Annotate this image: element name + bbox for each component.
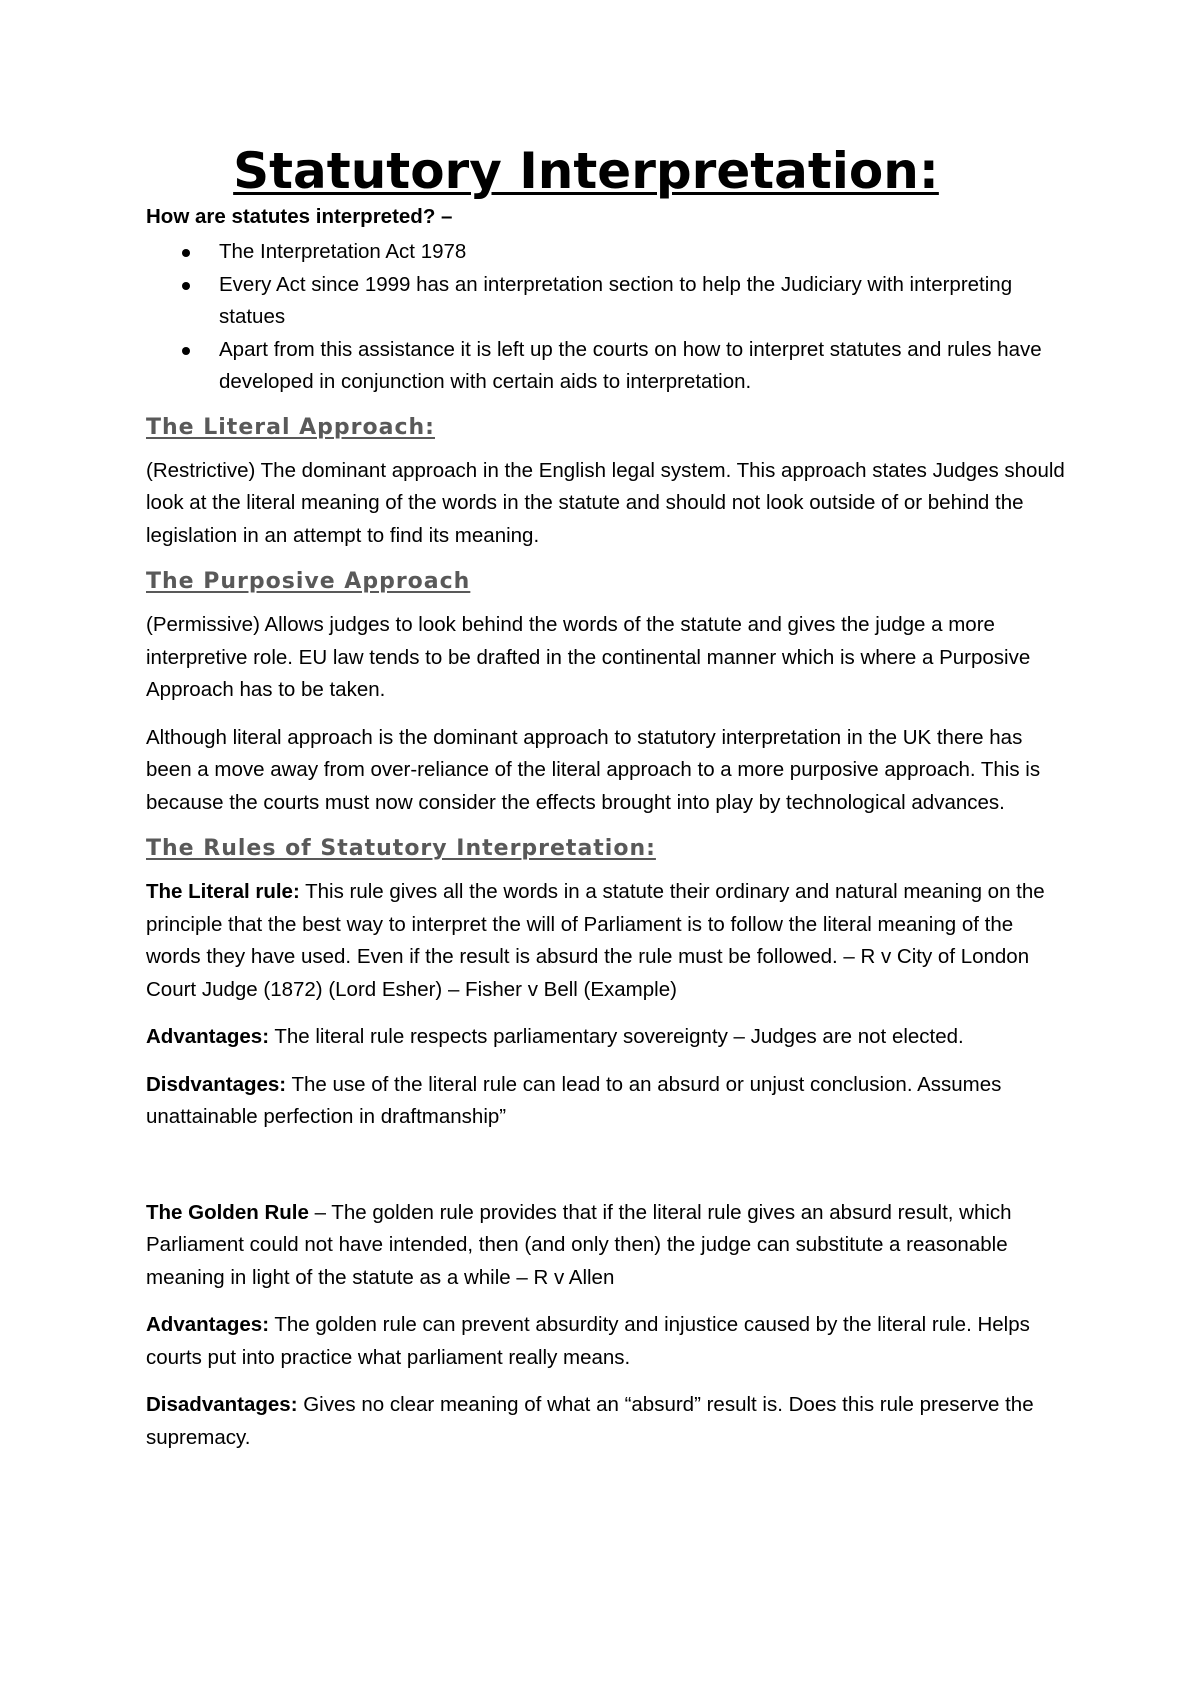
literal-rule-paragraph: [146, 876, 1066, 1006]
literal-rule-text: This rule gives all the words in a statute their ordinary and natural meaning on the principle that the best way to interpret the will of Parliament is to follow the literal meaning of the words they have used. Even if the result is absurd the rule must be followed. – R v City of London Court Judge (1872) (Lord Esher) – Fisher v Bell (Example): [146, 880, 1045, 1001]
literal-rule-label: The Literal rule:: [146, 880, 300, 903]
literal-rule-advantages: [146, 1021, 1066, 1054]
literal-approach-heading: The Literal Approach:: [146, 414, 435, 440]
advantages-text: The literal rule respects parliamentary sovereignty – Judges are not elected.: [269, 1025, 964, 1048]
literal-approach-text: (Restrictive) The dominant approach in the English legal system. This approach states Judges should look at the literal meaning of the words in the statute and should not look outside of or behind the legislation in an attempt to find its meaning.: [146, 458, 1065, 547]
disadvantages-text: The use of the literal rule can lead to an absurd or unjust conclusion. Assumes unattainable perfection in draftmanship”: [146, 1072, 1002, 1128]
purposive-approach-text-2: Although literal approach is the dominant approach to statutory interpretation in the UK there has been a move away from over-reliance of the literal approach to a more purposive approach. This is because the courts must now consider the effects brought into play by technological advances.: [146, 725, 1041, 814]
golden-rule-disadvantages: [146, 1389, 1066, 1454]
golden-rule-text: – The golden rule provides that if the literal rule gives an absurd result, which Parliament could not have intended, then (and only then) the judge can substitute a reasonable meaning in light of the statute as a while – R v Allen: [146, 1200, 1012, 1289]
purposive-approach-text: (Permissive) Allows judges to look behind the words of the statute and gives the judge a more interpretive role. EU law tends to be drafted in the continental manner which is where a Purposive Approach has to be taken.: [146, 613, 1031, 701]
list-item: Every Act since 1999 has an interpretation section to help the Judiciary with interpreting statues: [146, 269, 1066, 334]
intro-question: How are statutes interpreted? –: [146, 205, 453, 228]
bullet-icon: [182, 282, 190, 290]
list-item: Apart from this assistance it is left up the courts on how to interpret statutes and rules have developed in conjunction with certain aids to interpretation.: [146, 334, 1066, 399]
disadvantages-label: Disadvantages:: [146, 1393, 298, 1416]
disadvantages-text: Gives no clear meaning of what an “absurd” result is. Does this rule preserve the supremacy.: [146, 1393, 1034, 1449]
spacer: [146, 1149, 1066, 1197]
rules-heading: The Rules of Statutory Interpretation:: [146, 836, 656, 861]
advantages-label: Advantages:: [146, 1313, 270, 1336]
list-item: The Interpretation Act 1978: [146, 236, 1066, 269]
golden-rule-label: The Golden Rule: [146, 1200, 309, 1224]
golden-rule-paragraph: [146, 1197, 1066, 1295]
page-title: Statutory Interpretation:: [233, 142, 939, 200]
intro-bullet-list: [146, 236, 1066, 399]
bullet-icon: [182, 249, 190, 257]
advantages-text: The golden rule can prevent absurdity and injustice caused by the literal rule. Helps courts put into practice what parliament really means.: [146, 1313, 1030, 1369]
purposive-approach-heading: The Purposive Approach: [146, 569, 471, 594]
bullet-icon: [182, 347, 190, 355]
document-page: [146, 140, 1066, 1469]
disadvantages-label: Disdvantages:: [146, 1072, 287, 1096]
advantages-label: Advantages:: [146, 1025, 270, 1048]
literal-rule-disadvantages: [146, 1069, 1066, 1134]
golden-rule-advantages: [146, 1309, 1066, 1374]
